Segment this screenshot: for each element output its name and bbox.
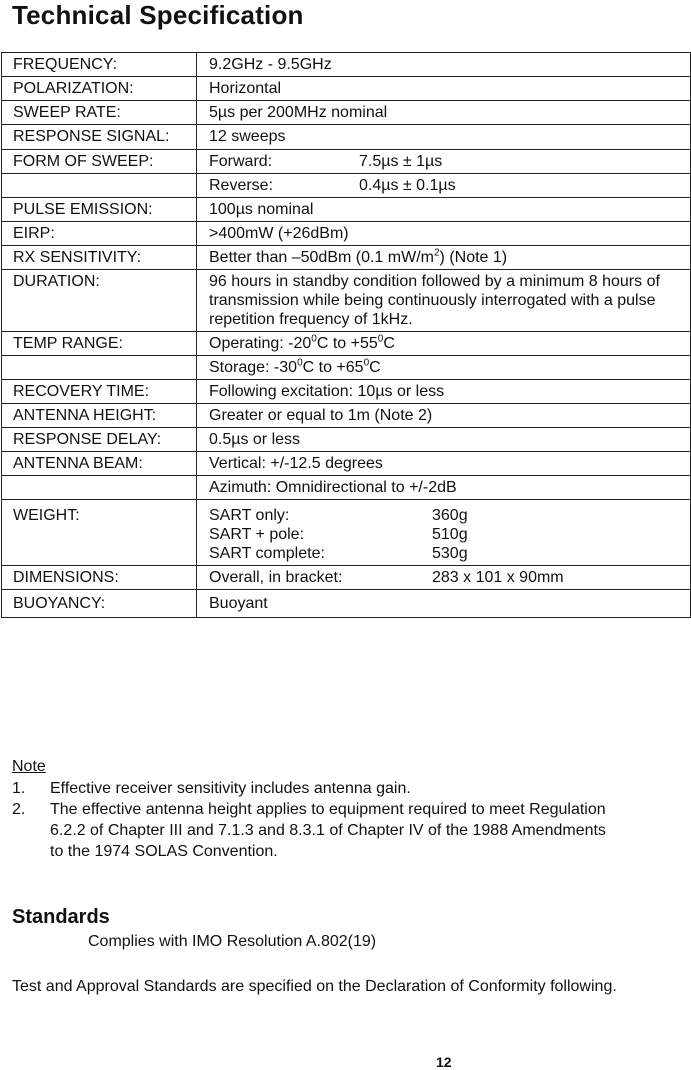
note-text: The effective antenna height applies to equipment required to meet Regulation 6.2.2 of Chapter III and 7.1.3 and 8.3.1 of Chapter IV of the 1988 Amendments to the 1974 SOLAS Convention. [50,801,606,860]
spec-value: 9.2GHz - 9.5GHz [197,53,691,77]
superscript: 0 [363,357,370,369]
dimension-config: Overall, in bracket: [209,569,343,586]
spec-label: RX SENSITIVITY: [2,246,197,270]
note-item [12,799,652,862]
spec-value: Following excitation: 10µs or less [197,380,691,404]
sweep-direction: Forward: [209,153,273,170]
spec-label: TEMP RANGE: [2,332,197,356]
superscript: 0 [311,333,317,345]
spec-value-suffix: ) (Note 1) [439,249,508,266]
spec-label [2,356,197,380]
sweep-direction: Reverse: [209,177,274,194]
spec-value: C to +55 [316,335,378,352]
spec-label: ANTENNA BEAM: [2,452,197,476]
note-heading: Note [12,758,46,775]
table-row [2,332,691,356]
spec-label: EIRP: [2,222,197,246]
spec-label: ANTENNA HEIGHT: [2,404,197,428]
spec-value: C [369,359,381,376]
weight-value: 510g [432,526,468,543]
spec-label: WEIGHT: [2,500,197,566]
table-row [2,150,691,174]
spec-label: FREQUENCY: [2,53,197,77]
standards-text: Complies with IMO Resolution A.802(19) [88,933,377,950]
note-text: Effective receiver sensitivity includes antenna gain. [50,780,411,797]
notes-list [12,778,652,862]
table-row [2,270,691,332]
note-number: 1. [12,780,26,797]
superscript: 0 [377,333,384,345]
spec-label: PULSE EMISSION: [2,198,197,222]
superscript: 2 [433,247,440,259]
standards-heading: Standards [12,906,110,928]
spec-value: Horizontal [197,77,691,101]
spec-value: 0.5µs or less [197,428,691,452]
table-row [2,53,691,77]
dimension-value: 283 x 101 x 90mm [432,569,564,586]
table-row [2,428,691,452]
table-row [2,500,691,566]
spec-label: FORM OF SWEEP: [2,150,197,174]
spec-label: RECOVERY TIME: [2,380,197,404]
spec-value: 5µs per 200MHz nominal [197,101,691,125]
note-item [12,778,652,799]
table-row [2,404,691,428]
table-row [2,198,691,222]
spec-value: Vertical: +/-12.5 degrees [197,452,691,476]
spec-table [1,52,691,618]
page-number: 12 [436,1054,452,1070]
weight-value: 360g [432,507,468,524]
spec-label: RESPONSE DELAY: [2,428,197,452]
spec-label [2,174,197,198]
spec-value: Greater or equal to 1m (Note 2) [197,404,691,428]
sweep-time: 7.5µs ± 1µs [359,153,443,170]
sweep-time: 0.4µs ± 0.1µs [359,177,456,194]
spec-value: Storage: -30 [209,359,298,376]
standards-paragraph: Test and Approval Standards are specified on the Declaration of Conformity following. [12,978,617,995]
spec-value: >400mW (+26dBm) [197,222,691,246]
spec-label: BUOYANCY: [2,590,197,618]
weight-line [209,525,684,544]
spec-label [2,476,197,500]
spec-value: 12 sweeps [197,125,691,150]
page-title: Technical Specification [12,0,304,30]
note-number: 2. [12,801,26,818]
table-row [2,174,691,198]
table-row [2,452,691,476]
table-row [2,566,691,590]
table-row [2,77,691,101]
table-row [2,222,691,246]
spec-label: RESPONSE SIGNAL: [2,125,197,150]
weight-line [209,506,684,525]
spec-value: C to +65 [302,359,364,376]
table-row [2,125,691,150]
weight-line [209,544,684,563]
spec-value: Azimuth: Omnidirectional to +/-2dB [197,476,691,500]
table-row [2,590,691,618]
weight-config: SART + pole: [209,526,305,543]
spec-value: Better than –50dBm (0.1 mW/m [209,249,434,266]
weight-config: SART only: [209,507,290,524]
spec-value: 96 hours in standby condition followed by a minimum 8 hours of transmission while being continuously interrogated with a pulse repetition frequency of 1kHz. [197,270,691,332]
spec-value: Operating: -20 [209,335,312,352]
superscript: 0 [297,357,303,369]
spec-value: Buoyant [197,590,691,618]
spec-label: DURATION: [2,270,197,332]
weight-config: SART complete: [209,545,325,562]
table-row [2,476,691,500]
spec-label: SWEEP RATE: [2,101,197,125]
table-row [2,101,691,125]
table-row [2,380,691,404]
spec-label: POLARIZATION: [2,77,197,101]
spec-value: 100µs nominal [197,198,691,222]
spec-value: C [383,335,395,352]
table-row [2,246,691,270]
weight-value: 530g [432,545,468,562]
table-row [2,356,691,380]
spec-label: DIMENSIONS: [2,566,197,590]
